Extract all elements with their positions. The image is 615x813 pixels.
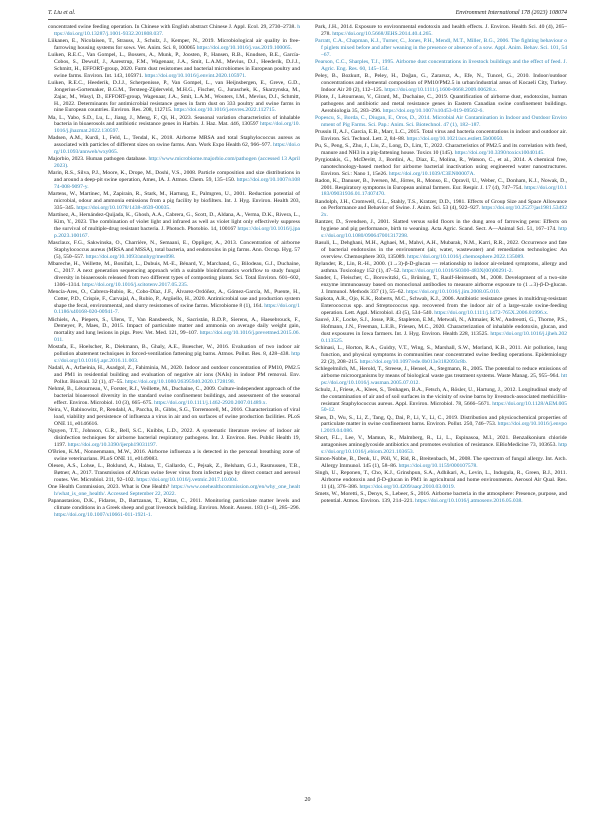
reference-link[interactable]: https://doi.org/10.1080/090647001317298. xyxy=(321,226,567,240)
reference-link[interactable]: https://doi.org/10.1016/j.envint.2020.105971. xyxy=(144,72,247,79)
reference-text: Schinasi, L., Horton, R.A., Guidry, V.T., Wing, S., Marshall, S.W., Morland, K.B., 2011. Air pollution, lung function, and physical symptoms in communities near concentrated swine feeding operations. Epidemiology 22 (2), 208–215. xyxy=(315,344,567,365)
reference-link[interactable]: https://doi.org/10.1007/s10453-019-09562-6. xyxy=(382,107,484,114)
reference-entry xyxy=(315,317,567,345)
reference-text: Randolph, J.H., Cromwell, G.L., Stahly, T.S., Kratzer, D.D., 1981. Effects of Group Size and Space Allowance on Performance and Behavior of Swine. J. Anim. Sci. 53 (4), 922–927. xyxy=(315,198,567,212)
reference-entry xyxy=(315,129,567,143)
reference-entry xyxy=(48,80,300,115)
reference-entry xyxy=(315,240,567,261)
reference-link[interactable]: https://doi.org/10.4209/aaqr.2010.03.0019. xyxy=(359,484,456,491)
reference-entry xyxy=(48,212,300,240)
reference-text: Schulz, J., Friese, A., Klees, S., Tenhagen, B.A., Fetsch, A., Rösler, U., Hartung, J., 2012. Longitudinal study of the contamination of air and of soil surfaces in the vicinity of swine barns by livestock-associated methicillin-resistant Staphylococcus aureus. Appl. Environ. Microbiol. 78, 5666–5671. xyxy=(315,386,567,407)
reference-link[interactable]: https://doi.org/10.1093/annweh/wxy065. xyxy=(54,142,300,156)
reference-text: Madsen, A.M., Kurdi, I., Feld, L., Tendal, K., 2018. Airborne MRSA and total Staphylococcus aureus as associated with particles of different sizes on swine farms. Ann. Work Expo Health 62, 966–977. xyxy=(48,135,300,149)
reference-text: Short, F.L., Lee, V., Mamun, R., Malmberg, R., Li, L., Espinasoa, M.I., 2021. Benzalkonium chloride antagonises aminoglycoside antibiotics and promotes evolution of resistance. EBioMedicine 73, 103653. xyxy=(315,435,567,449)
reference-entry xyxy=(315,178,567,199)
reference-entry xyxy=(315,415,567,436)
reference-entry xyxy=(315,94,567,115)
reference-link[interactable]: https://doi.org/10.1097/ede.0b013e3182093c8b. xyxy=(359,358,468,365)
reference-entry xyxy=(315,157,567,178)
reference-link[interactable]: Popescu, S., Borda, C., Diugan, E., Oros, D., 2014. Microbial Air Contamination in Indoor and Outdoor Environment of Pig Farms. Sci. Pap.: Anim. Sci. Biotechnol. 47 (1), 182–187. xyxy=(315,114,567,128)
reference-link[interactable]: https://doi.org/10.2527/jas1981.534922x. xyxy=(321,205,567,219)
reference-text: Masclaux, F.G., Sakwinska, O., Charrière, N., Semaani, E., Oppliger, A., 2013. Concentration of airborne Staphylococcus aureus (MRSA and MSSA), total bacteria, and endotoxins in pig farms. Ann. Occup. Hyg. 57 (5), 550–557. xyxy=(48,239,300,260)
reference-entry xyxy=(315,261,567,275)
reference-link[interactable]: https://doi.org/10.1021/acs.estlett.5b00050. xyxy=(406,135,504,142)
reference-text: One Health Commission, 2023. What is One Health? xyxy=(48,483,172,490)
reference-text: Nehmé, B., Létourneau, V., Forster, R.J., Veillette, M., Duchaine, C., 2009. Culture-independent approach of the bacterial bioaerosol diversity in the standard swine confinement buildings, and assessment of the seasonal effect. Environ. Microbiol. 10 (3), 665–675. xyxy=(48,386,300,406)
reference-text: Peley, B., Bozkurt, B., Peley, H., Doğan, G., Zararsız, A., Efe, N., Tuncel, G., 2010. Indoor/outdoor concentrations and elemental composition of PM10/PM2.5 in urban/industrial areas of Kocaeli City, Turkey. Indoor Air 20 (2), 112–125. xyxy=(315,72,567,93)
reference-entry xyxy=(48,317,300,345)
reference-text: Nguyen, T.T., Johnson, G.R., Bell, S.C., Knibbs, L.D., 2022. A systematic literature review of indoor air disinfection techniques for airborne bacterial respiratory pathogens. Int. J. Environ. Res. Public Health 19, 1197. xyxy=(48,427,300,448)
reference-text: Olesen, A.S., Lohse, L., Boklund, A., Halasa, T., Gallardo, C., Pejsak, Z., Belsham, G.J., Rasmussen, T.B., Bøtner, A., 2017. Transmission of African swine fever virus from infected pigs by direct contact and aerosol routes. Vet. Microbiol. 211, 92–102. xyxy=(48,462,300,483)
reference-link[interactable]: https://doi.org/10.1016/j.jpap.2023.100167. xyxy=(54,225,300,239)
reference-column-left xyxy=(48,24,300,784)
reference-text: Sauvé, J.F., Locke, S.J., Josse, P.R., Stapleton, E.M., Metwali, N., Altmaier, R.W., Andreotti, G., Thorne, P.S., Hofmann, J.N., Freeman, L.E.B., Friesen, M.C., 2020. Characterization of inhalable endotoxin, glucan, and dust exposures in Iowa farmers. Int. J. Hyg. Environ. Health 228, 113525. xyxy=(315,317,567,337)
reference-text: Marin, R.S., Silva, P.J., Moore, K., Drope, M., Doshi, V.S., 2008. Particle composition and size distributions in and around a deep-pit swine operation, Ames, IA. J. Atmos. Chem. 59, 135–150. xyxy=(48,170,300,184)
reference-entry xyxy=(315,73,567,94)
reference-link[interactable]: https://doi.org/10.1016/j.envres.2022.112715. xyxy=(173,107,276,114)
reference-link[interactable]: https://doi.org/10.1016/j.ebiom.2021.103653. xyxy=(321,442,567,456)
reference-column-right xyxy=(315,24,567,784)
reference-link[interactable]: https://doi.org/10.1128/AEM.00550-12. xyxy=(321,400,567,414)
reference-link[interactable]: https://doi.org/10.1016/j.jim.2008.05.010. xyxy=(406,289,501,296)
reference-text: Simon-Nobbe, B., Denk, U., Pöll, V., Rid, R., Breitenbach, M., 2008. The spectrum of fungal allergy. Int. Arch. Allergy Immunol. 145 (1), 58–86. xyxy=(315,456,567,470)
reference-link[interactable]: https://doi.org/10.5668/JEHS.2014.40.4.265. xyxy=(332,30,433,37)
reference-text: Majorbio, 2023. Human pathogen database. xyxy=(48,156,149,163)
reference-text: Mostafa, E., Hoelscher, R., Diekmann, B., Ghaly, A.E., Buescher, W., 2016. Evaluation of two indoor air pollution abatement techniques in forced-ventilation fattening pig barns. Atmos. Pollut. Res. 8, 428–438. xyxy=(48,344,300,358)
reference-link[interactable]: https://doi.org/10.1183/09031936.01.17407470. xyxy=(321,184,567,198)
reference-link[interactable]: https://doi.org/10.1007/s10661-011-1921-1. xyxy=(54,511,153,518)
reference-link[interactable]: https://doi.org/10.1093/annhyg/mes098. xyxy=(85,253,176,260)
reference-entry xyxy=(315,456,567,470)
reference-link[interactable]: https://doi.org/10.13287/j.1001-9332.201808.037. xyxy=(54,24,300,37)
reference-entry xyxy=(315,387,567,415)
reference-link[interactable]: https://doi.org/10.1186/s40168-020-00941-7. xyxy=(54,302,300,316)
reference-text: Sander, I., Fleischer, C., Borowitzki, G., Brüning, T., Raulf-Heimsoth, M., 2008. Development of a two-site enzyme immunoassay based on monoclonal antibodies to measure airborne exposure to (1→3)-β-D-glucan. J. Immunol. Methods 337 (1), 55–62. xyxy=(315,275,567,296)
reference-link[interactable]: https://doi.org/10.1016/j.apr.2016.11.003. xyxy=(54,351,300,365)
reference-link[interactable]: https://doi.org/10.1016/j.wasman.2005.07.012. xyxy=(321,372,567,386)
reference-entry xyxy=(48,52,300,80)
reference-entry xyxy=(48,289,300,317)
reference-text: Luiken, R.E.C., Van Gompel, L., Bossers, A., Munk, P., Joosten, P., Hansen, R.B., Knudsen, B.E., García-Cobos, S., Dewulf, J., Aarestrup, F.M., Wagenaar, J.A., Smit, L.A.M., Mevius, D.J., Heederik, D.J.J., Schmitt, H., EFFORT-group, 2020. Farm dust resistomes and bacterial microbiomes in European poultry and swine farms. Environ. Int. 143, 105971. xyxy=(48,52,300,79)
reference-text: Rylander, R., Lin, R.-H., 2000. (1→3)-β-D-glucan — relationship to indoor air-related symptoms, allergy and asthma. Toxicology 152 (1), 47–52. xyxy=(315,261,567,275)
reference-link[interactable]: https://doi.org/10.1016/j.chemosphere.2022.135089. xyxy=(407,254,525,261)
reference-entry xyxy=(48,463,300,484)
reference-text: Pu, S., Peng, S., Zhu, J., Liu, Z., Long, D., Lim, T., 2022. Characteristics of PM2.5 and its correlation with feed, manure and NH3 in a pig-fattening house. Toxics 10 (145). xyxy=(315,142,567,156)
reference-entry xyxy=(315,345,567,366)
running-header-authors: T. Liu et al. xyxy=(48,10,76,16)
reference-text: Michiels, A., Piepers, S., Ulens, T., Van Ransbeeck, N., Sacristán, R.D.P., Sierens, A., Haesebrouck, F., Demeyer, P., Maes, D., 2015. Impact of particulate matter and ammonia on average daily weight gain, mortality and lung lesions in pigs. Prev. Vet. Med. 121, 99–107. xyxy=(48,316,300,337)
reference-entry xyxy=(48,115,300,136)
reference-link[interactable]: https://doi.org/10.1007/s10874-008-9097-y. xyxy=(54,177,300,191)
reference-text: Rantzer, D., Svendsen, J., 2001. Slatted versus solid floors in the dung area of farrowing pens: Effects on hygiene and pig performance, birth to weaning. Acta Agric. Scand. Sect. A—Animal Sci. 51, 167–174. xyxy=(315,219,567,233)
reference-link[interactable]: https://doi.org/10.1111/j.1462-2920.2007.01489.x. xyxy=(154,399,267,406)
reference-entry xyxy=(48,407,300,428)
reference-entry xyxy=(315,115,567,129)
reference-entry xyxy=(48,170,300,191)
reference-entry xyxy=(315,491,567,505)
reference-text: Smets, W., Moretti, S., Denys, S., Lebeer, S., 2016. Airborne bacteria in the atmosphere: Presence, purpose, and potential. Atmos. Environ. 139, 214–221. xyxy=(315,491,567,505)
reference-text: Papanastasiou, D.K., Fidaros, D., Bartzanas, T., Kittas, C., 2011. Monitoring particulate matter levels and climate conditions in a Greek sheep and goat livestock building. Environ. Monit. Assess. 183 (1–4), 285–296. xyxy=(48,497,300,511)
reference-link[interactable]: https://doi.org/10.3390/ijerph19031197. xyxy=(67,441,158,448)
reference-link[interactable]: https://doi.org/10.1016/j.envpol.2019.04.086. xyxy=(321,421,567,435)
reference-entry xyxy=(48,449,300,463)
reference-link[interactable]: https://doi.org/10.1016/S0300-483X(00)00291-2. xyxy=(402,268,513,275)
reference-entry xyxy=(315,275,567,296)
reference-entry xyxy=(48,344,300,365)
reference-text: concentrated swine feeding operation. In Chinese with English abstract Chinese J. Appl. Ecol. 29, 2730–2738. xyxy=(48,24,298,30)
reference-text: O'Brien, K.M., Nonnenmann, M.W., 2016. Airborne influenza a is detected in the personal breathing zone of swine veterinarians. PLoS ONE 11, e0149083. xyxy=(48,448,300,462)
reference-entry xyxy=(48,156,300,170)
reference-entry xyxy=(315,366,567,387)
reference-text: Liikanen, E., Nicolaisen, T., Strauss, J., Schulz, J., Kemper, N., 2019. Microbiological air quality in free-farrowing housing systems for sows. Vet. Anim. Sci. 8, 100065 xyxy=(48,38,300,51)
reference-text: Radon, K., Danuser, B., Iversen, M., Jörres, R., Monso, E., Opravil, U., Weber, C., Donham, K.J., Nowak, D., 2001. Respiratory symptoms in European animal farmers. Eur. Respir. J. 17 (4), 747–754. xyxy=(315,177,567,191)
reference-text: Singh, U., Reponen, T., Cho, K.J., Grinshpun, S.A., Adhikari, A., Levin, L., Indugula, R., Green, B.J., 2011. Airborne endotoxin and β-D-glucan in PM1 in agricultural and home environments. Aerosol Air Qual. Res. 11 (4), 376–386. xyxy=(315,470,567,491)
reference-text: Shen, D., Wu, S., Li, Z., Tang, Q., Dai, P., Li, Y., Li, C., 2019. Distribution and physicochemical properties of particulate matter in swine confinement barns. Environ. Pollut. 250, 746–753. xyxy=(315,414,567,428)
reference-entry xyxy=(315,143,567,157)
reference-entry xyxy=(48,484,300,498)
page-number: 20 xyxy=(304,797,311,803)
reference-entry xyxy=(315,219,567,240)
reference-text: Rasuli, L., Dehghani, M.H., Aghaei, M., Mahvi, A.H., Mubarak, N.M., Karri, R.R., 2022. Occurrence and fate of bacterial endotoxins in the environment (air, water, wastewater) and remediation technologies: An overview. Chemosphere 303, 135089. xyxy=(315,240,567,261)
reference-text: Pilote, J., Létourneau, V., Girard, M., Duchaine, C., 2019. Quantification of airborne dust, endotoxins, human pathogens and antibiotic and metal resistance genes in Eastern Canadian swine confinement buildings. Aerobiologia 35, 283–296. xyxy=(315,93,567,114)
reference-entry xyxy=(315,24,567,38)
reference-entry xyxy=(315,435,567,456)
reference-text: Mbareche, H., Veillette, M., Bonifait, L., Dubuis, M.-E., Bénard, Y., Marchand, G., Bilodeau, G.J., Duchaine, C., 2017. A next generation sequencing approach with a suitable bioinformatics workflow to study fungal diversity in bioaerosols released from two different types of composting plants. Sci. Total Environ. 601–602, 1306–1314. xyxy=(48,260,300,288)
reference-entry xyxy=(48,38,300,52)
reference-entry xyxy=(48,261,300,289)
reference-link[interactable]: http://www.microbiome.majorbio.com/pathogen (accessed 13 April 2023). xyxy=(54,156,300,170)
reference-link[interactable]: https://doi.org/10.1016/j.prevetmed.2015.06.011. xyxy=(54,330,300,344)
reference-link[interactable]: https://www.onehealthcommission.org/en/why_one_health/what_is_one_health/. Accessed September 22, 2022. xyxy=(54,483,300,497)
reference-link[interactable]: https://doi.org/10.1078/1438-4639-00035. xyxy=(76,205,171,212)
reference-link[interactable]: Parratt, C.A., Chapman, K.J., Turner, C., Jones, P.H., Mendl, M.T., Miller, B.G., 2006. The fighting behaviour of piglets mixed before and after weaning in the presence or absence of a sow. Appl. Anim. Behav. Sci. 101, 54–67. xyxy=(315,38,567,58)
reference-entry xyxy=(48,386,300,407)
reference-text: Nadali, A., Arfaeinia, H., Asadgol, Z., Fahiminia, M., 2020. Indoor and outdoor concentration of PM10, PM2.5 and PM1 in residential building and evaluation of negative air ions (NAIs) in indoor PM removal. Env. Pollut. Bioavail. 32 (1), 47–55. xyxy=(48,365,300,386)
reference-text: Luiken, R.E.C., Heederik, D.J.J., Scherpenisse, P., Van Gompel, L., van Heijnsbergen, E., Greve, G.D., Jongerius-Gortemaker, B.G.M., Tersteeg-Zijderveld, M.H.G., Fischer, G., Juraschek, K., Skarzynska, M., Zajac, M., Wasyl, D., EFFORT-group, Wagenaar, J.A., Smit, L.A.M., Wouters, I.M., Mevius, D.J., Schmitt, H., 2022. Determinants for antimicrobial resistance genes in farm dust on 333 poultry and swine farms in nine European countries. Environ. Res. 208, 112715. xyxy=(48,79,300,114)
reference-entry xyxy=(48,135,300,156)
reference-text: Prussin II, A.J., Garcia, E.B., Marr, L.C., 2015. Total virus and bacteria concentrations in indoor and outdoor air. Environ. Sci. Technol. Lett. 2, 84–88. xyxy=(315,128,567,142)
reference-link[interactable]: https://doi.org/10.1111/j.1600-0668.2009.00628.x. xyxy=(384,86,498,93)
reference-entry xyxy=(48,498,300,519)
reference-text: Park, J.H., 2014. Exposure to environmental endotoxin and health effects. J. Environ. Health Sci. 40 (4), 265–278. xyxy=(315,24,567,37)
reference-entry xyxy=(315,38,567,59)
reference-link[interactable]: https://doi.org/10.1111/j.1472-765X.2006.01996.x. xyxy=(434,309,549,316)
reference-link[interactable]: https://doi.org/10.1016/j.atmosenv.2016.05.038. xyxy=(415,498,523,505)
reference-entry xyxy=(48,240,300,261)
reference-text: Sapkota, A.R., Ojo, K.K., Roberts, M.C., Schwab, K.J., 2006. Antibiotic resistance genes in multidrug-resistant Enterococcus spp. and Streptococcus spp. recovered from the indoor air of a large-scale swine-feeding operation. Lett. Appl. Microbiol. 43 (5), 534–540. xyxy=(315,296,567,316)
reference-link[interactable]: Pearson, C.C., Sharples, T.J., 1995. Airborne dust concentrations in livestock buildings and the effect of feed. J. Agric. Eng. Res. 60, 145–154. xyxy=(315,58,567,72)
reference-text: Neira, V., Rabinowitz, P., Rendahl, A., Paccha, B., Gibbs, S.G., Torremorell, M., 2016. Characterization of viral load, viability and persistence of influenza a virus in air and on surfaces of swine production facilities. PLoS ONE 11, e0146616. xyxy=(48,407,300,427)
reference-entry xyxy=(315,59,567,73)
reference-link[interactable]: https://doi.org/10.3390/toxics10040145. xyxy=(454,149,545,156)
reference-text: Martínez, A., Hernández-Quijada, K., Ghosh, A.A., Cabrera, G., Scott, D., Aldana, A., Verma, D.K., Rivera, L., Kim, Y., 2023. The combination of violet light and infrared as well as violet light only effectively suppress the survival of multiple-drug resistant bacteria. J. Photoch. Photobio. 14, 100167 xyxy=(48,212,300,232)
reference-text: Martens, W., Martinec, M., Zapirain, R., Stark, M., Hartung, E., Palmgren, U., 2001. Reduction potential of microbial, odour and ammonia emissions from a pig facility by biofilters. Int. J. Hyg. Environ. Health 203, 335–345. xyxy=(48,191,300,212)
reference-entry xyxy=(315,199,567,220)
reference-text: Schlegelmilch, M., Herold, T., Streese, J., Hensel, A., Stegmann, R., 2005. The potential to reduce emissions of airborne microorganisms by means of biological waste gas treatment systems. Waste Manag. 25, 955–964. xyxy=(315,365,567,379)
reference-link[interactable]: https://doi.org/10.1016/j.ijheh.2020.113525. xyxy=(321,330,567,344)
reference-link[interactable]: https://doi.org/10.1159/000107578. xyxy=(398,463,478,470)
reference-link[interactable]: https://doi.org/10.1039/C3EN00007A. xyxy=(388,170,476,177)
reference-entry xyxy=(48,24,300,38)
reference-link[interactable]: https://doi.org/10.1016/j.jhazmat.2022.130597. xyxy=(54,121,300,135)
reference-entry xyxy=(315,296,567,317)
reference-entry xyxy=(48,191,300,212)
running-header-journal: Environment International 178 (2023) 108074 xyxy=(455,10,567,16)
reference-entry xyxy=(48,365,300,386)
reference-entry xyxy=(315,470,567,491)
reference-text: Mencía-Ares, O., Cabrera-Rubio, R., Cobo-Díaz, J.F., Álvarez-Ordóñez, A., Gómez-García, M., Puente, H., Cotter, P.D., Crispie, F., Carvajal, A., Rubio, P., Argüello, H., 2020. Antimicrobial use and production system shape the fecal, environmental, and slurry resistomes of swine farms. Microbiome 8 (1), 164. xyxy=(48,288,300,309)
reference-link[interactable]: https://doi.org/10.1016/j.vas.2019.100065. xyxy=(196,44,293,51)
reference-link[interactable]: https://doi.org/10.1016/j.vetmic.2017.10.004. xyxy=(136,476,239,483)
reference-text: Ma, L., Yabo, S.D., Lu, L., Jiang, J., Meng, F., Qi, H., 2023. Seasonal variation characteristics of inhalable bacteria in bioaerosols and antibiotic resistance genes in Harbin. J. Haz. Mat. 446, 130597 xyxy=(48,114,300,128)
reference-entry xyxy=(48,428,300,449)
reference-text: Pyrgiotakis, G., McDevitt, J., Bordini, A., Diaz, E., Molina, R., Watson, C., et al., 2014. A chemical free, nanotechnology-based method for airborne bacterial inactivation using engineered water nanostructures. Environ. Sci.: Nano 1, 15e26. xyxy=(315,156,567,177)
header-divider xyxy=(48,19,567,20)
reference-link[interactable]: https://doi.org/10.1080/26395940.2020.1728198. xyxy=(125,379,236,386)
reference-link[interactable]: https://doi.org/10.1016/j.scitotenv.2017.05.235. xyxy=(81,281,189,288)
